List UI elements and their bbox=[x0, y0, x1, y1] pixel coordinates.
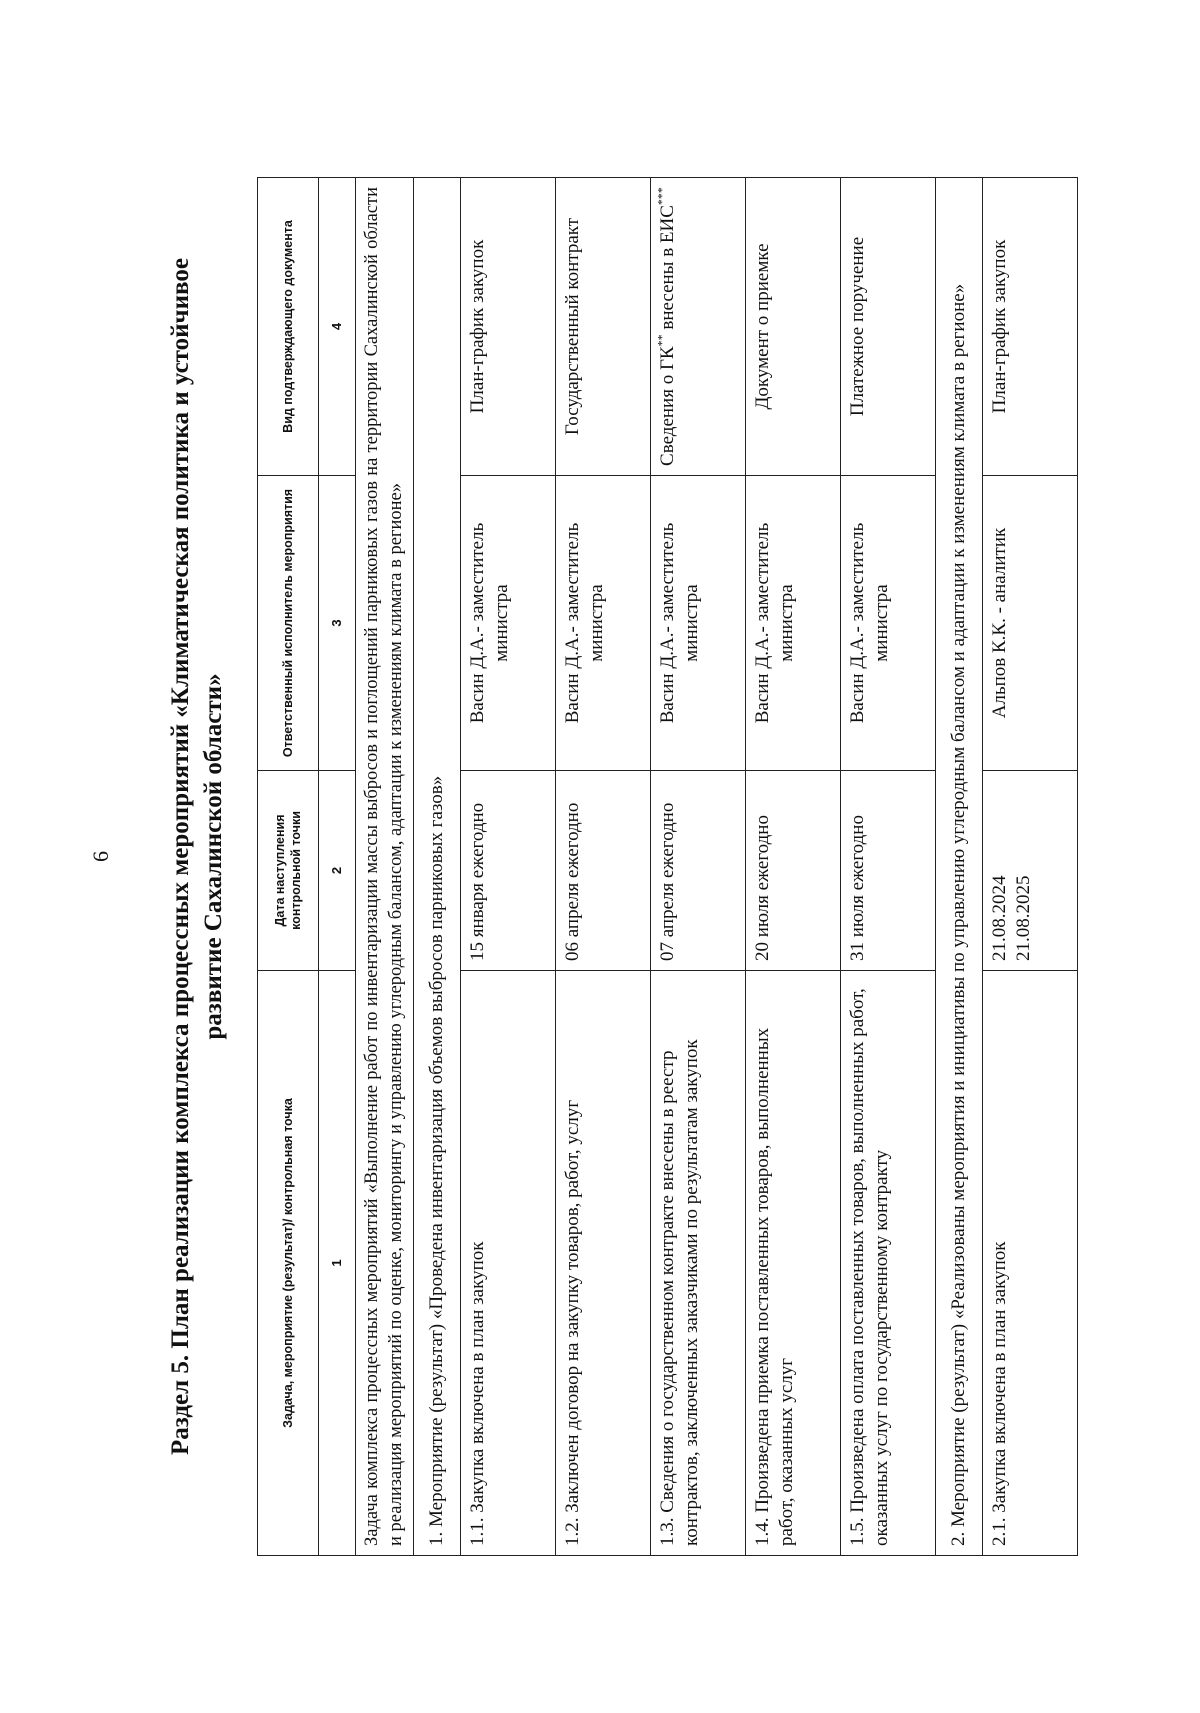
cell-date: 31 июля ежегодно bbox=[841, 771, 936, 971]
cell-task: 1.2. Заключен договор на закупку товаров, работ, услуг bbox=[556, 971, 651, 1556]
column-number: 3 bbox=[319, 476, 356, 771]
cell-task: 2.1. Закупка включена в план закупок bbox=[983, 971, 1078, 1556]
measure-row bbox=[414, 178, 461, 1556]
document-text: внесены в ЕИС bbox=[657, 205, 678, 335]
column-number-row bbox=[319, 178, 356, 1556]
page-number: 6 bbox=[88, 851, 113, 862]
table-row bbox=[983, 178, 1078, 1556]
cell-document: Документ о приемке bbox=[746, 178, 841, 476]
cell-responsible: Альпов К.К. - аналитик bbox=[983, 476, 1078, 771]
measure-row bbox=[936, 178, 983, 1556]
cell-document: План-график закупок bbox=[983, 178, 1078, 476]
header-row bbox=[258, 178, 319, 1556]
header-date: Дата наступления контрольной точки bbox=[258, 771, 319, 971]
cell-task: 1.1. Закупка включена в план закупок bbox=[461, 971, 556, 1556]
table-row bbox=[461, 178, 556, 1556]
cell-date: 07 апреля ежегодно bbox=[651, 771, 746, 971]
cell-task: 1.3. Сведения о государственном контракте внесены в реестр контрактов, заключенных заказчиками по результатам закупок bbox=[651, 971, 746, 1556]
table-row bbox=[651, 178, 746, 1556]
column-number: 1 bbox=[319, 971, 356, 1556]
cell-date bbox=[983, 771, 1078, 971]
column-number: 2 bbox=[319, 771, 356, 971]
header-document: Вид подтверждающего документа bbox=[258, 178, 319, 476]
cell-document bbox=[651, 178, 746, 476]
task-row bbox=[356, 178, 414, 1556]
document-text: Сведения о ГК bbox=[657, 346, 678, 466]
header-task: Задача, мероприятие (результат)/ контрольная точка bbox=[258, 971, 319, 1556]
cell-responsible: Васин Д.А.- заместитель министра bbox=[556, 476, 651, 771]
cell-date: 15 января ежегодно bbox=[461, 771, 556, 971]
measure-2-text: 2. Мероприятие (результат) «Реализованы мероприятия и инициативы по управлению углеродным балансом и адаптации к изменениям климата в регионе» bbox=[936, 178, 983, 1556]
column-number: 4 bbox=[319, 178, 356, 476]
date-line: 21.08.2024 bbox=[989, 875, 1010, 961]
table-row bbox=[746, 178, 841, 1556]
cell-document: Платежное поручение bbox=[841, 178, 936, 476]
cell-task: 1.5. Произведена оплата поставленных товаров, выполненных работ, оказанных услуг по государственному контракту bbox=[841, 971, 936, 1556]
cell-document: Государственный контракт bbox=[556, 178, 651, 476]
cell-date: 06 апреля ежегодно bbox=[556, 771, 651, 971]
cell-responsible: Васин Д.А.- заместитель министра bbox=[746, 476, 841, 771]
table-row bbox=[556, 178, 651, 1556]
task-text: Задача комплекса процессных мероприятий «Выполнение работ по инвентаризации массы выбросов и поглощений парниковых газов на территории Сахалинской области и реализация мероприятий по оценке, мониторингу и управлению углеродным балансом, адаптации к изменениям климата в регионе» bbox=[356, 178, 414, 1556]
title-line-2: развитие Сахалинской области» bbox=[200, 673, 227, 1040]
measure-1-text: 1. Мероприятие (результат) «Проведена инвентаризация объемов выбросов парниковых газов» bbox=[414, 178, 461, 1556]
plan-table bbox=[257, 177, 1078, 1556]
table-row bbox=[841, 178, 936, 1556]
footnote-mark: *** bbox=[654, 187, 669, 206]
cell-document: План-график закупок bbox=[461, 178, 556, 476]
cell-date: 20 июля ежегодно bbox=[746, 771, 841, 971]
cell-responsible: Васин Д.А.- заместитель министра bbox=[651, 476, 746, 771]
date-line: 21.08.2025 bbox=[1013, 875, 1034, 961]
cell-responsible: Васин Д.А.- заместитель министра bbox=[461, 476, 556, 771]
page-title bbox=[164, 0, 230, 1713]
title-line-1: Раздел 5. План реализации комплекса процессных мероприятий «Климатическая политика и устойчивое bbox=[167, 258, 194, 1455]
header-responsible: Ответственный исполнитель мероприятия bbox=[258, 476, 319, 771]
footnote-mark: ** bbox=[654, 334, 669, 347]
cell-responsible: Васин Д.А.- заместитель министра bbox=[841, 476, 936, 771]
cell-task: 1.4. Произведена приемка поставленных товаров, выполненных работ, оказанных услуг bbox=[746, 971, 841, 1556]
